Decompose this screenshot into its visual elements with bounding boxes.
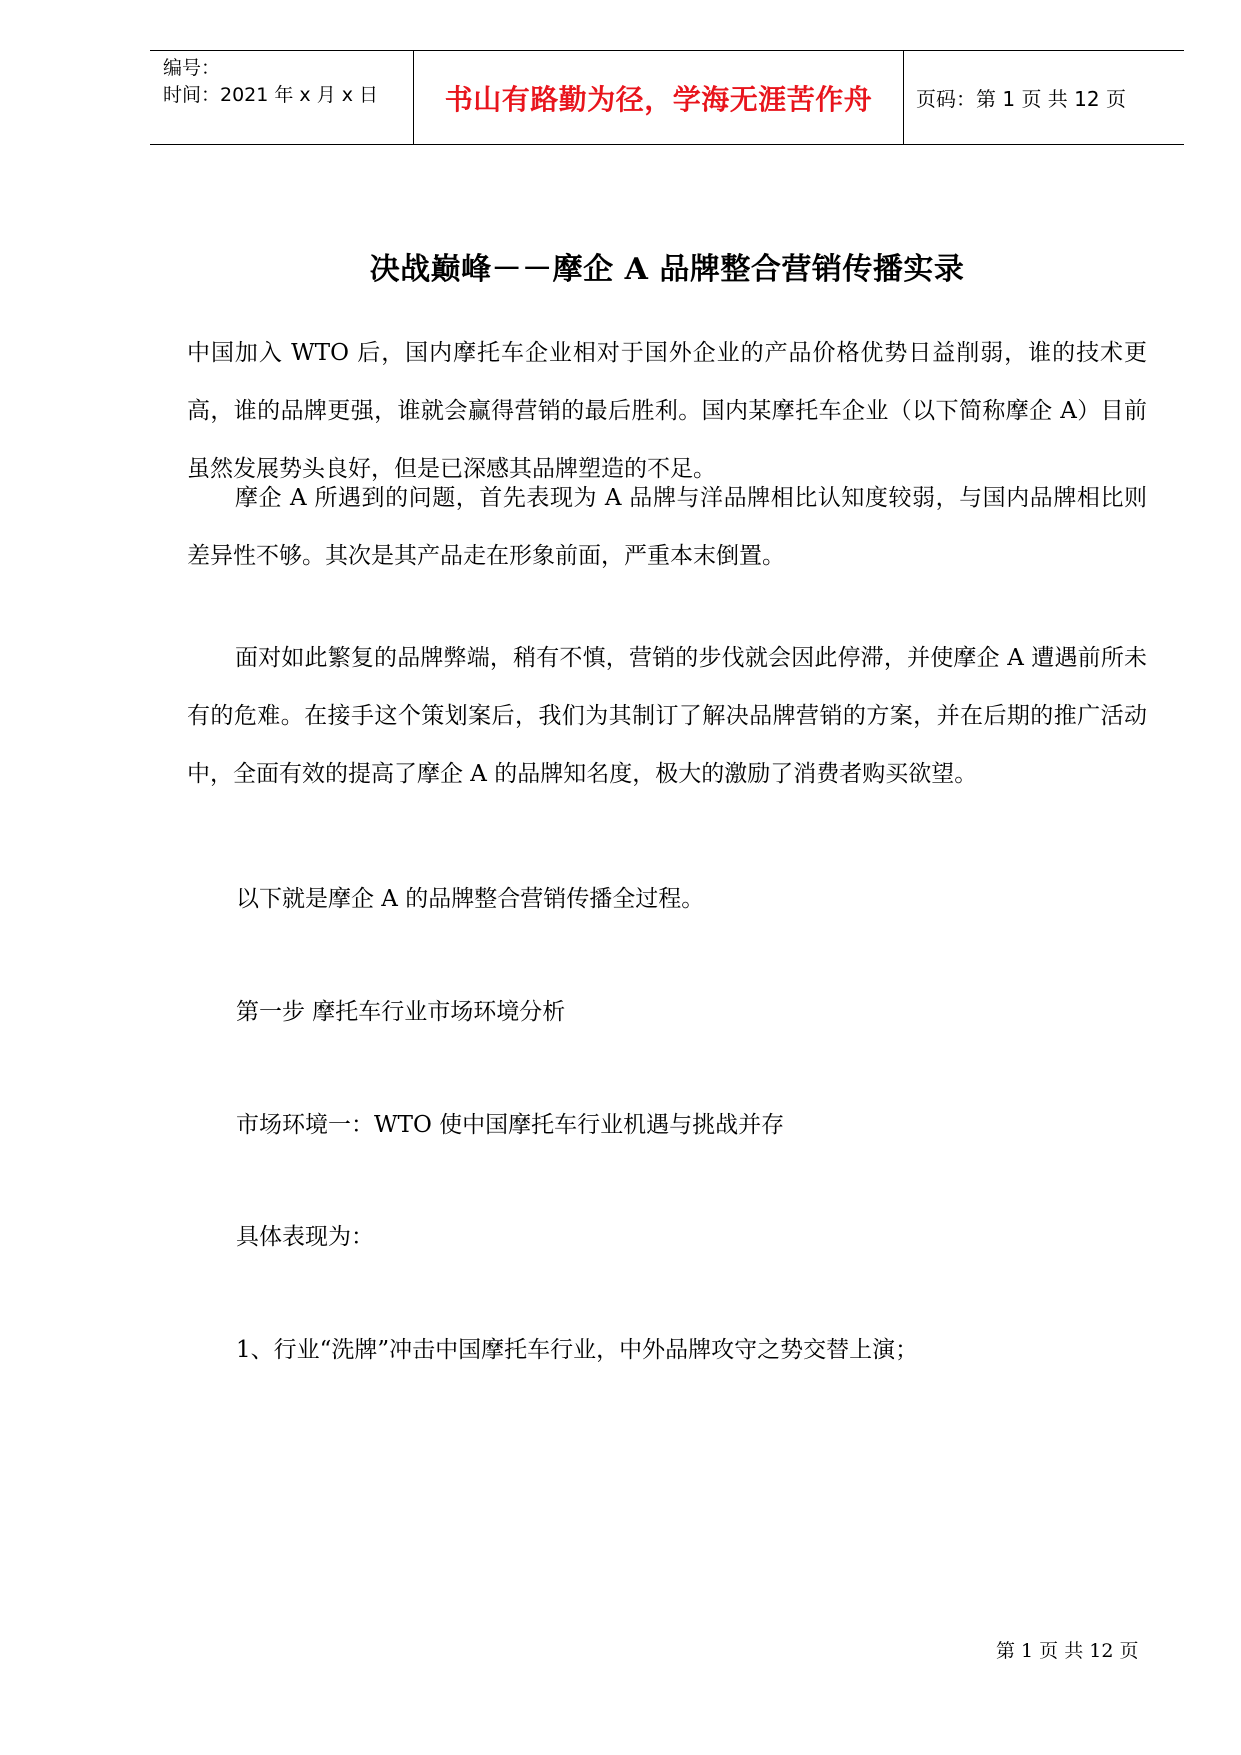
paragraph-1: 中国加入 WTO 后，国内摩托车企业相对于国外企业的产品价格优势日益削弱，谁的技术更高，谁的品牌更强，谁就会赢得营销的最后胜利。国内某摩托车企业（以下简称摩企 A）目前虽然发展势头良好，但是已深感其品牌塑造的不足。 xyxy=(187,340,1147,482)
subheading-market-environment-1: 市场环境一：WTO 使中国摩托车行业机遇与挑战并存 xyxy=(236,1112,785,1138)
header-page-code: 页码：第 1 页 共 12 页 xyxy=(916,87,1126,111)
header-motto-cell xyxy=(414,51,904,144)
paragraph-3: 面对如此繁复的品牌弊端，稍有不慎，营销的步伐就会因此停滞，并使摩企 A 遭遇前所未有的危难。在接手这个策划案后，我们为其制订了解决品牌营销的方案，并在后期的推广活动中，全面有效的提高了摩企 A 的品牌知名度，极大的激励了消费者购买欲望。 xyxy=(187,645,1147,787)
list-item-1: 1、行业“洗牌”冲击中国摩托车行业，中外品牌攻守之势交替上演； xyxy=(236,1337,919,1363)
document-time-label: 时间：2021 年 x 月 x 日 xyxy=(163,84,379,106)
line-summary: 以下就是摩企 A 的品牌整合营销传播全过程。 xyxy=(236,886,705,912)
section-heading-step-1: 第一步 摩托车行业市场环境分析 xyxy=(236,999,566,1025)
header-motto: 书山有路勤为径，学海无涯苦作舟 xyxy=(444,82,873,116)
header-meta xyxy=(150,51,414,144)
paragraph-2: 摩企 A 所遇到的问题，首先表现为 A 品牌与洋品牌相比认知度较弱，与国内品牌相比则差异性不够。其次是其产品走在形象前面，严重本末倒置。 xyxy=(187,485,1147,569)
document-title: 决战巅峰－－摩企 A 品牌整合营销传播实录 xyxy=(369,252,965,287)
page-header xyxy=(150,50,1184,145)
page-footer: 第 1 页 共 12 页 xyxy=(996,1640,1139,1662)
document-number-label: 编号： xyxy=(163,57,221,79)
line-specific-performance: 具体表现为： xyxy=(236,1224,374,1250)
